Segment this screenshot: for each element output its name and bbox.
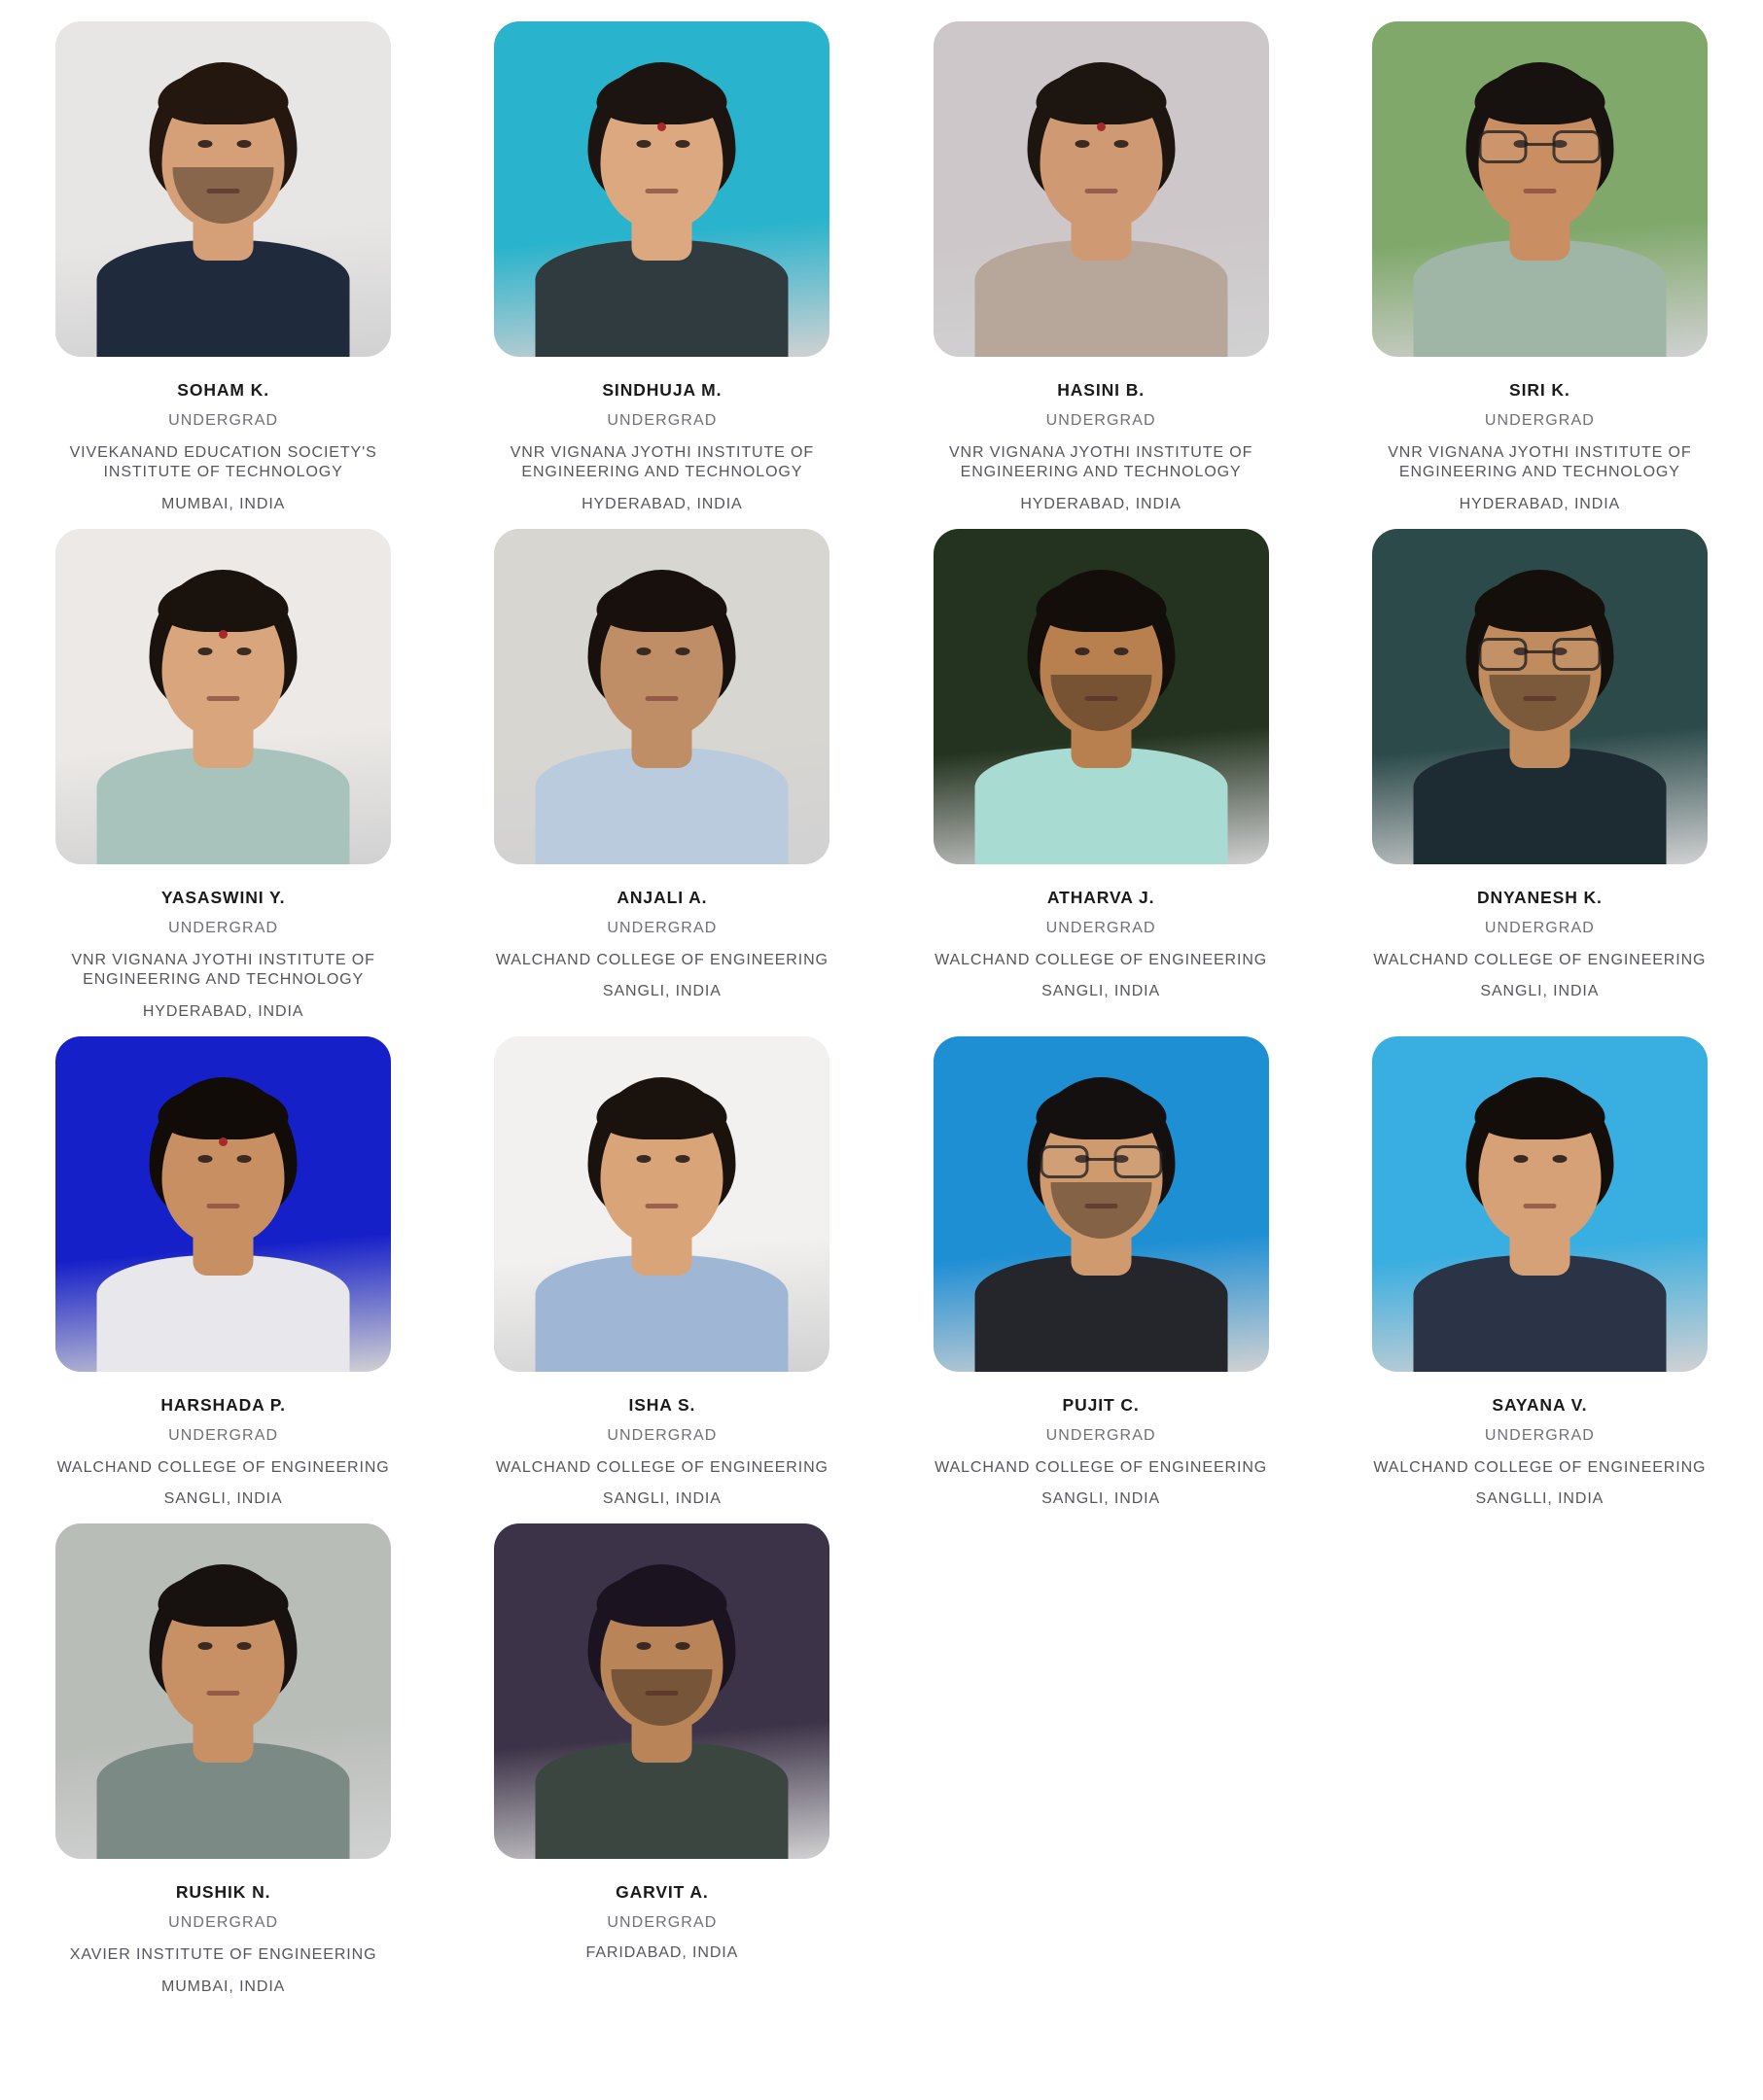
person-level: UNDERGRAD	[168, 1426, 279, 1444]
person-organization: WALCHAND COLLEGE OF ENGINEERING	[1373, 1458, 1707, 1476]
person-organization: WALCHAND COLLEGE OF ENGINEERING	[495, 951, 829, 968]
person-location: SANGLI, INDIA	[1041, 983, 1161, 1000]
person-card	[1350, 1036, 1730, 1508]
person-name: ANJALI A.	[617, 887, 708, 907]
person-name: HASINI B.	[1057, 380, 1146, 400]
person-card	[472, 1036, 852, 1508]
person-organization: VNR VIGNANA JYOTHI INSTITUTE OF ENGINEERING AND TECHNOLOGY	[948, 444, 1253, 481]
person-level: UNDERGRAD	[1484, 1426, 1595, 1444]
person-location: FARIDABAD, INDIA	[585, 1944, 739, 1962]
person-photo	[494, 529, 829, 864]
person-level: UNDERGRAD	[168, 1914, 279, 1932]
person-card	[1350, 529, 1730, 1021]
person-location: HYDERABAD, INDIA	[1459, 495, 1621, 512]
glasses-icon	[1478, 638, 1601, 671]
person-photo	[494, 1036, 829, 1372]
glasses-icon	[1040, 1145, 1162, 1178]
person-level: UNDERGRAD	[1045, 1426, 1156, 1444]
portrait-figure	[934, 1036, 1269, 1372]
portrait-figure	[55, 1523, 391, 1859]
person-level: UNDERGRAD	[607, 1914, 718, 1932]
person-organization: VIVEKANAND EDUCATION SOCIETY'S INSTITUTE OF TECHNOLOGY	[69, 444, 377, 481]
person-location: SANGLI, INDIA	[602, 983, 722, 1000]
portrait-figure	[55, 529, 391, 864]
person-organization: WALCHAND COLLEGE OF ENGINEERING	[1373, 951, 1707, 968]
portrait-figure	[1372, 529, 1708, 864]
person-card	[1350, 21, 1730, 513]
portrait-figure	[494, 529, 829, 864]
person-location: HYDERABAD, INDIA	[1020, 495, 1181, 512]
person-card	[33, 1523, 413, 1995]
person-level: UNDERGRAD	[1484, 412, 1595, 429]
person-location: MUMBAI, INDIA	[160, 495, 286, 512]
person-level: UNDERGRAD	[607, 412, 718, 429]
person-name: PUJIT C.	[1062, 1394, 1140, 1415]
person-location: HYDERABAD, INDIA	[142, 1002, 304, 1020]
person-card	[33, 529, 413, 1021]
person-location: SANGLI, INDIA	[1480, 983, 1600, 1000]
person-name: SOHAM K.	[177, 380, 269, 400]
portrait-figure	[1372, 1036, 1708, 1372]
person-organization: WALCHAND COLLEGE OF ENGINEERING	[56, 1458, 390, 1476]
person-name: GARVIT A.	[616, 1882, 709, 1903]
person-card	[33, 21, 413, 513]
portrait-figure	[55, 21, 391, 357]
person-card	[911, 1036, 1291, 1508]
person-organization: VNR VIGNANA JYOTHI INSTITUTE OF ENGINEERING AND TECHNOLOGY	[510, 444, 815, 481]
person-card	[911, 529, 1291, 1021]
bindi-dot	[1097, 122, 1106, 131]
portrait-figure	[494, 21, 829, 357]
person-level: UNDERGRAD	[168, 412, 279, 429]
person-level: UNDERGRAD	[1484, 919, 1595, 936]
person-photo	[1372, 21, 1708, 357]
person-location: SANGLI, INDIA	[602, 1490, 722, 1508]
portrait-figure	[934, 529, 1269, 864]
person-location: SANGLLI, INDIA	[1475, 1490, 1604, 1508]
person-organization: WALCHAND COLLEGE OF ENGINEERING	[934, 951, 1268, 968]
portrait-figure	[55, 1036, 391, 1372]
person-level: UNDERGRAD	[1045, 919, 1156, 936]
person-card	[33, 1036, 413, 1508]
person-organization: VNR VIGNANA JYOTHI INSTITUTE OF ENGINEERING AND TECHNOLOGY	[1388, 444, 1692, 481]
person-card	[472, 1523, 852, 1995]
person-photo	[494, 1523, 829, 1859]
person-level: UNDERGRAD	[607, 1426, 718, 1444]
person-name: RUSHIK N.	[175, 1882, 271, 1903]
bindi-dot	[219, 630, 228, 639]
person-photo	[1372, 1036, 1708, 1372]
person-name: SINDHUJA M.	[602, 380, 723, 400]
person-level: UNDERGRAD	[168, 919, 279, 936]
person-organization: WALCHAND COLLEGE OF ENGINEERING	[934, 1458, 1268, 1476]
bindi-dot	[657, 122, 666, 131]
person-level: UNDERGRAD	[1045, 412, 1156, 429]
portrait-figure	[1372, 21, 1708, 357]
person-card	[472, 21, 852, 513]
person-photo	[1372, 529, 1708, 864]
person-level: UNDERGRAD	[607, 919, 718, 936]
person-photo	[55, 1523, 391, 1859]
portrait-figure	[494, 1523, 829, 1859]
person-card	[911, 21, 1291, 513]
person-organization: XAVIER INSTITUTE OF ENGINEERING	[69, 1946, 377, 1964]
person-organization: VNR VIGNANA JYOTHI INSTITUTE OF ENGINEERING AND TECHNOLOGY	[71, 951, 375, 989]
person-location: MUMBAI, INDIA	[160, 1978, 286, 1995]
person-photo	[934, 1036, 1269, 1372]
portrait-figure	[494, 1036, 829, 1372]
person-photo	[934, 21, 1269, 357]
person-name: ISHA S.	[628, 1394, 696, 1415]
person-name: ATHARVA J.	[1046, 887, 1155, 907]
person-location: SANGLI, INDIA	[163, 1490, 283, 1508]
person-photo	[494, 21, 829, 357]
person-name: DNYANESH K.	[1476, 887, 1603, 907]
person-name: SIRI K.	[1509, 380, 1570, 400]
bindi-dot	[219, 1138, 228, 1146]
person-photo	[55, 529, 391, 864]
person-location: SANGLI, INDIA	[1041, 1490, 1161, 1508]
person-name: SAYANA V.	[1492, 1394, 1588, 1415]
glasses-icon	[1478, 130, 1601, 163]
person-photo	[934, 529, 1269, 864]
person-photo	[55, 21, 391, 357]
person-location: HYDERABAD, INDIA	[582, 495, 743, 512]
person-photo	[55, 1036, 391, 1372]
person-card	[472, 529, 852, 1021]
person-name: HARSHADA P.	[160, 1394, 286, 1415]
portrait-figure	[934, 21, 1269, 357]
person-name: YASASWINI Y.	[160, 887, 286, 907]
person-organization: WALCHAND COLLEGE OF ENGINEERING	[495, 1458, 829, 1476]
